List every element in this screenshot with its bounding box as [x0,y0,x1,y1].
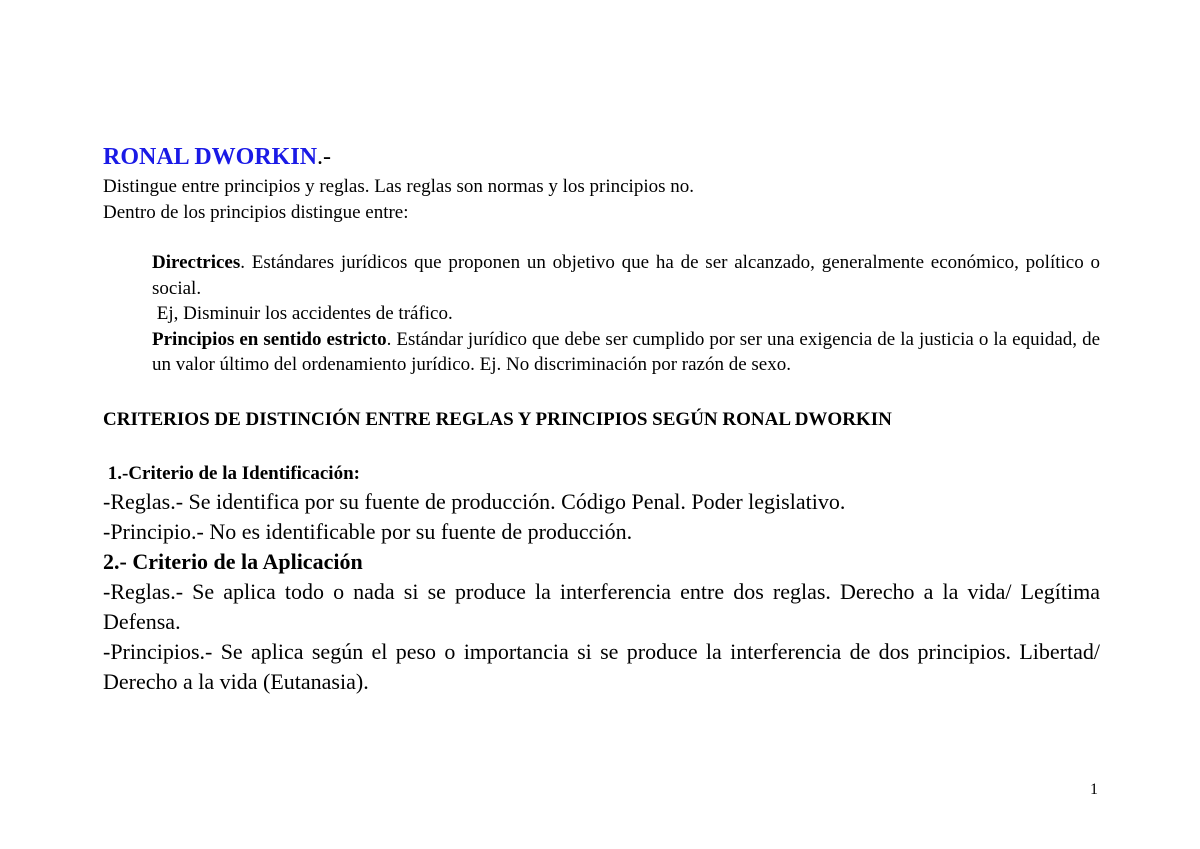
directrices-term: Directrices [152,252,241,273]
criterion-1-heading: 1.-Criterio de la Identificación: [103,463,360,484]
document-body [103,140,1100,697]
criterion-1-rules: -Reglas.- Se identifica por su fuente de producción. Código Penal. Poder legislativo. [103,488,846,514]
spacer [103,432,1100,461]
page-number: 1 [1090,781,1098,798]
criterion-1-principle: -Principio.- No es identificable por su fuente de producción. [103,518,633,544]
directrices-example: Ej, Disminuir los accidentes de tráfico. [152,303,453,324]
directrices-text: . Estándares jurídicos que proponen un objetivo que ha de ser alcanzado, generalmente económico, político o social. [152,252,1100,299]
title-suffix: .- [317,144,332,170]
criterion-2-heading: 2.- Criterio de la Aplicación [103,548,363,574]
title-name: RONAL DWORKIN [103,144,318,170]
criterion-2-principles: -Principios.- Se aplica según el peso o importancia si se produce la interferencia de dos principios. Libertad/ Derecho a la vida (Eutanasia). [103,638,1100,694]
spacer [103,378,1100,407]
intro-line-2: Dentro de los principios distingue entre: [103,201,409,223]
directrices-paragraph [152,250,1100,301]
criterion-2-rules: -Reglas.- Se aplica todo o nada si se produce la interferencia entre dos reglas. Derecho a la vida/ Legítima Defensa. [103,578,1100,634]
principios-text: . Estándar jurídico que debe ser cumplido por ser una exigencia de la justicia o la equidad, de un valor último del ordenamiento jurídico. Ej. No discriminación por razón de sexo. [152,328,1101,375]
principios-paragraph [152,327,1100,378]
criteria-heading: CRITERIOS DE DISTINCIÓN ENTRE REGLAS Y PRINCIPIOS SEGÚN RONAL DWORKIN [103,408,892,430]
document-title [103,140,1100,174]
intro-line-1: Distingue entre principios y reglas. Las reglas son normas y los principios no. [103,176,695,197]
spacer [103,225,1100,250]
principios-term: Principios en sentido estricto [152,328,387,350]
